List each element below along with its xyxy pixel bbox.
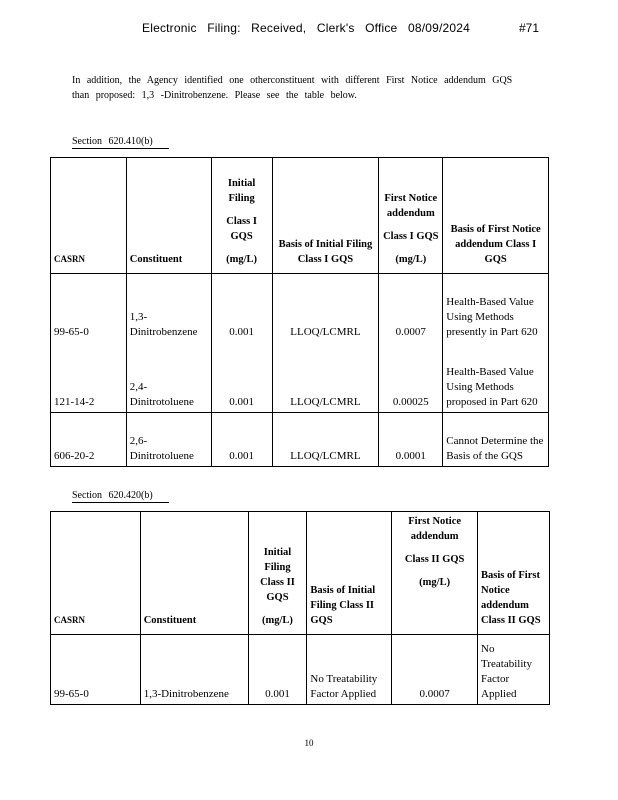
header-constituent: Constituent [126,158,211,274]
cell-addendum: 0.00025 [379,342,443,413]
table-row [51,342,549,413]
cell-basis-initial: LLOQ/LCMRL [272,274,379,342]
page-number: 10 [304,738,314,748]
cell-constituent: 1,3-Dinitrobenzene [140,635,248,705]
header-initial-filing: Initial Filing Class II GQS (mg/L) [248,512,307,635]
table-header-row [51,512,550,635]
header-basis-initial: Basis of Initial Filing Class I GQS [272,158,379,274]
table-header-row [51,158,549,274]
cell-casrn: 99-65-0 [51,635,141,705]
table-row [51,413,549,467]
cell-basis-addendum: No Treatability Factor Applied [478,635,550,705]
document-number: #71 [519,21,540,35]
section-label-420: Section 620.420(b) [72,490,169,503]
cell-initial: 0.001 [211,274,272,342]
cell-addendum: 0.0007 [379,274,443,342]
cell-basis-addendum: Health-Based Value Using Methods proposed in Part 620 [443,342,549,413]
header-basis-addendum: Basis of First Notice addendum Class II GQS [478,512,550,635]
filing-stamp: Electronic Filing: Received, Clerk's Office 08/09/2024 [142,21,471,35]
cell-constituent: 2,4-Dinitrotoluene [126,342,211,413]
header-casrn: CASRN [51,158,127,274]
cell-initial: 0.001 [211,413,272,467]
cell-casrn: 606-20-2 [51,413,127,467]
cell-basis-addendum: Cannot Determine the Basis of the GQS [443,413,549,467]
cell-basis-initial: LLOQ/LCMRL [272,342,379,413]
cell-constituent: 1,3-Dinitrobenzene [126,274,211,342]
class-ii-gqs-table [50,511,550,705]
header-addendum: First Notice addendum Class II GQS (mg/L) [392,512,478,635]
cell-addendum: 0.0007 [392,635,478,705]
cell-basis-addendum: Health-Based Value Using Methods presently in Part 620 [443,274,549,342]
class-i-gqs-table [50,157,549,467]
header-basis-addendum: Basis of First Notice addendum Class I GQS [443,158,549,274]
header-addendum: First Notice addendum Class I GQS (mg/L) [379,158,443,274]
page-header [0,19,618,39]
cell-initial: 0.001 [248,635,307,705]
header-initial-filing: Initial Filing Class I GQS (mg/L) [211,158,272,274]
cell-basis-initial: LLOQ/LCMRL [272,413,379,467]
cell-initial: 0.001 [211,342,272,413]
section-label-410: Section 620.410(b) [72,136,169,149]
cell-addendum: 0.0001 [379,413,443,467]
cell-constituent: 2,6-Dinitrotoluene [126,413,211,467]
header-constituent: Constituent [140,512,248,635]
cell-casrn: 99-65-0 [51,274,127,342]
header-basis-initial: Basis of Initial Filing Class II GQS [307,512,392,635]
intro-paragraph: In addition, the Agency identified one otherconstituent with different First Notice addendum GQS than proposed: 1,3 -Dinitrobenzene. Please see the table below. [72,75,513,101]
header-casrn: CASRN [51,512,141,635]
cell-basis-initial: No Treatability Factor Applied [307,635,392,705]
table-row [51,274,549,342]
cell-casrn: 121-14-2 [51,342,127,413]
table-row [51,635,550,705]
